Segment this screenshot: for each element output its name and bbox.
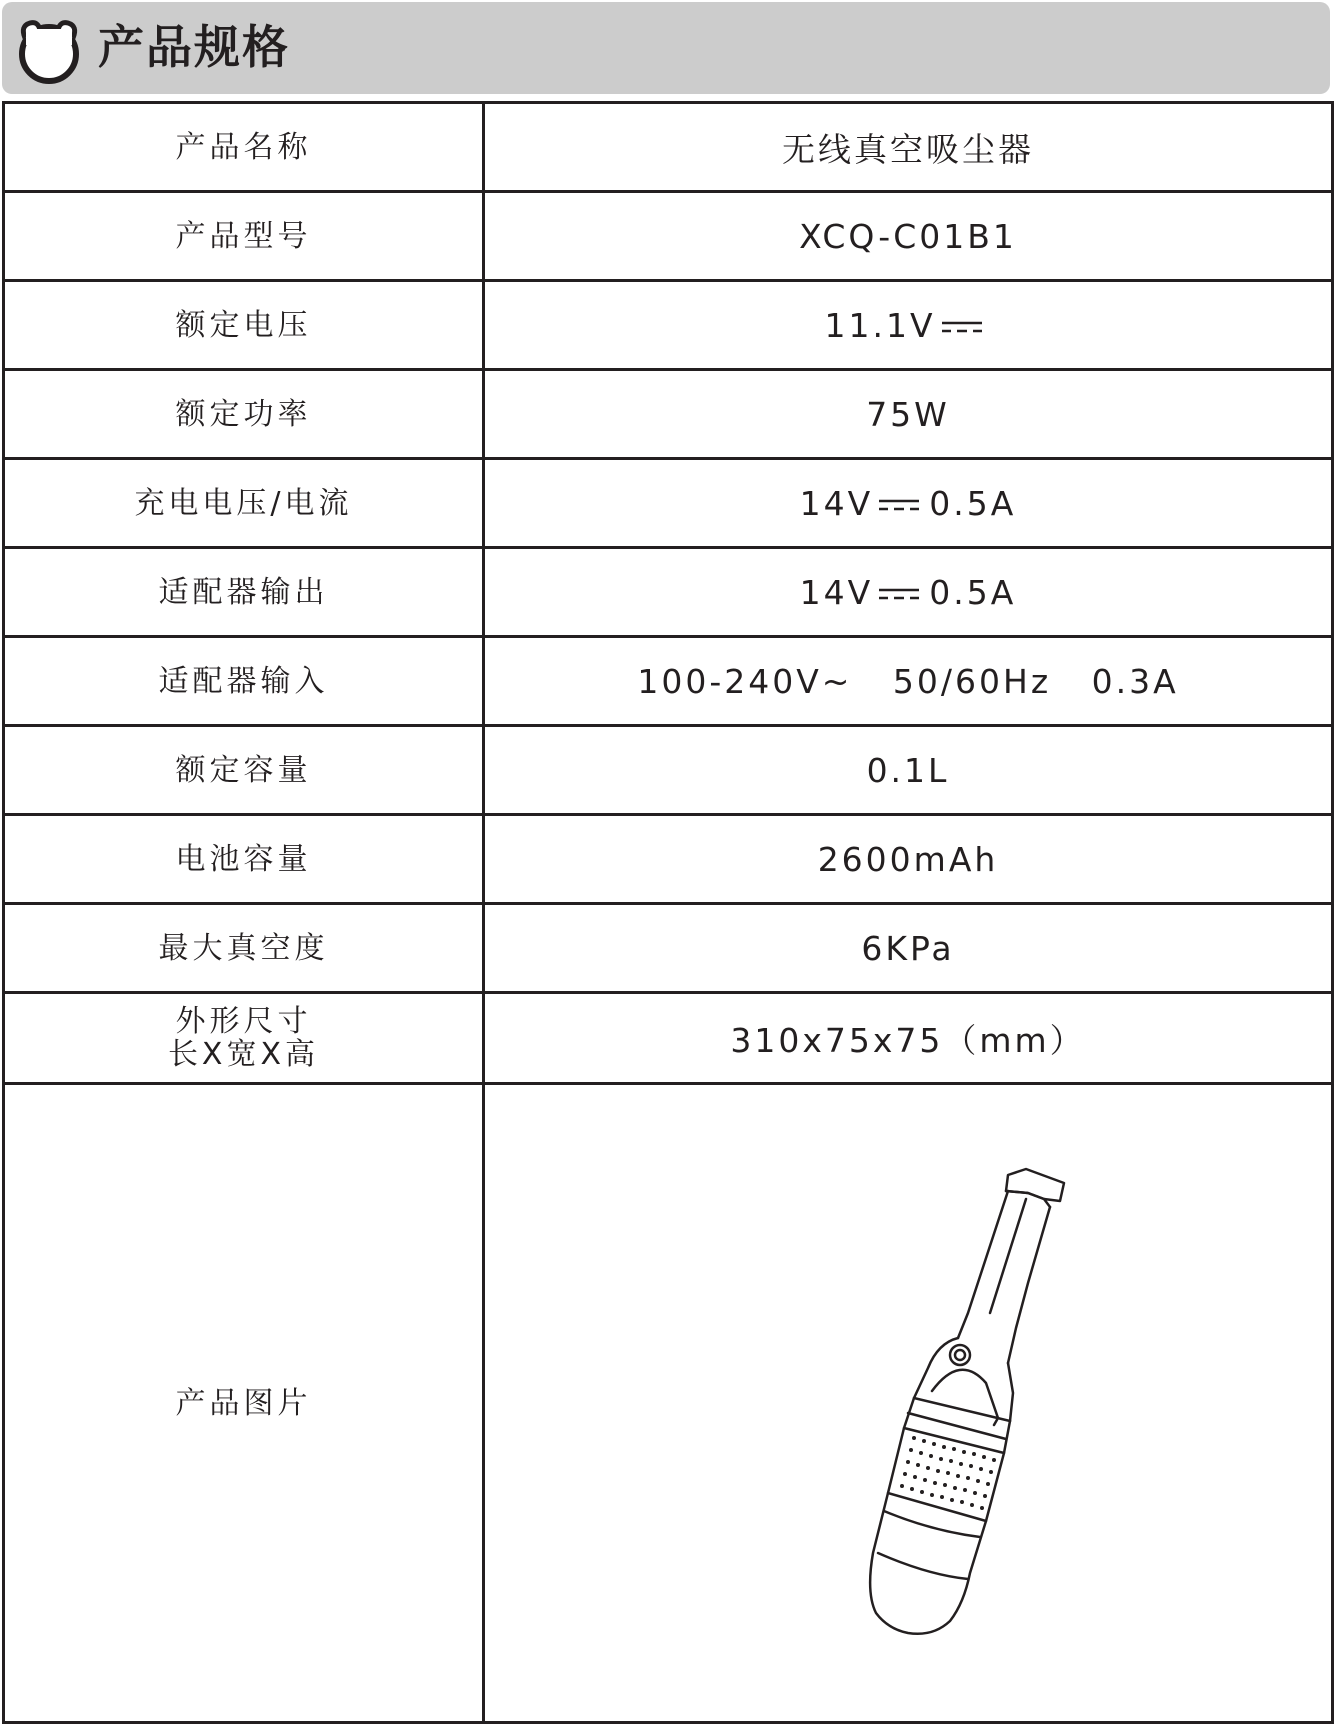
section-title: 产品规格 xyxy=(98,20,290,74)
spec-label: 外形尺寸 xyxy=(175,1004,312,1039)
table-row xyxy=(4,993,1333,1084)
spec-label: 产品型号 xyxy=(4,192,484,281)
table-row xyxy=(4,815,1333,904)
table-row xyxy=(4,637,1333,726)
spec-label: 产品名称 xyxy=(4,103,484,192)
table-row xyxy=(4,548,1333,637)
spec-label-cell xyxy=(4,993,484,1084)
spec-value: 14V xyxy=(799,572,874,612)
table-row xyxy=(4,726,1333,815)
spec-value: 14V xyxy=(799,483,874,523)
spec-label: 额定容量 xyxy=(4,726,484,815)
spec-label: 额定功率 xyxy=(4,370,484,459)
spec-value: 75W xyxy=(484,370,1333,459)
spec-value: 6KPa xyxy=(484,904,1333,993)
spec-value: 2600mAh xyxy=(484,815,1333,904)
spec-value: XCQ-C01B1 xyxy=(484,192,1333,281)
handheld-vacuum-illustration xyxy=(728,1163,1088,1643)
spec-value: 11.1V xyxy=(824,305,936,345)
spec-value-cell xyxy=(484,548,1333,637)
table-row xyxy=(4,192,1333,281)
spec-label: 最大真空度 xyxy=(4,904,484,993)
bear-head-icon xyxy=(16,16,82,86)
table-row xyxy=(4,904,1333,993)
spec-value: 310x75x75（mm） xyxy=(484,993,1333,1084)
spec-value: 无线真空吸尘器 xyxy=(484,103,1333,192)
spec-value-cell xyxy=(484,281,1333,370)
spec-label: 电池容量 xyxy=(4,815,484,904)
dc-current-icon xyxy=(942,318,982,336)
table-row xyxy=(4,281,1333,370)
dc-current-icon xyxy=(879,496,919,514)
spec-value-cell xyxy=(484,459,1333,548)
spec-value: 0.5A xyxy=(929,572,1017,612)
spec-label: 充电电压/电流 xyxy=(4,459,484,548)
spec-label: 长X宽X高 xyxy=(167,1037,320,1072)
product-image-cell xyxy=(484,1084,1333,1723)
spec-value: 100-240V~ 50/60Hz 0.3A xyxy=(484,637,1333,726)
table-row xyxy=(4,459,1333,548)
table-row xyxy=(4,1084,1333,1723)
spec-label: 适配器输出 xyxy=(4,548,484,637)
spec-label: 适配器输入 xyxy=(4,637,484,726)
spec-value: 0.5A xyxy=(929,483,1017,523)
table-row xyxy=(4,370,1333,459)
section-header xyxy=(2,2,1330,94)
spec-table xyxy=(2,101,1334,1724)
dc-current-icon xyxy=(879,585,919,603)
spec-value: 0.1L xyxy=(484,726,1333,815)
spec-label: 产品图片 xyxy=(4,1084,484,1723)
table-row xyxy=(4,103,1333,192)
spec-label: 额定电压 xyxy=(4,281,484,370)
